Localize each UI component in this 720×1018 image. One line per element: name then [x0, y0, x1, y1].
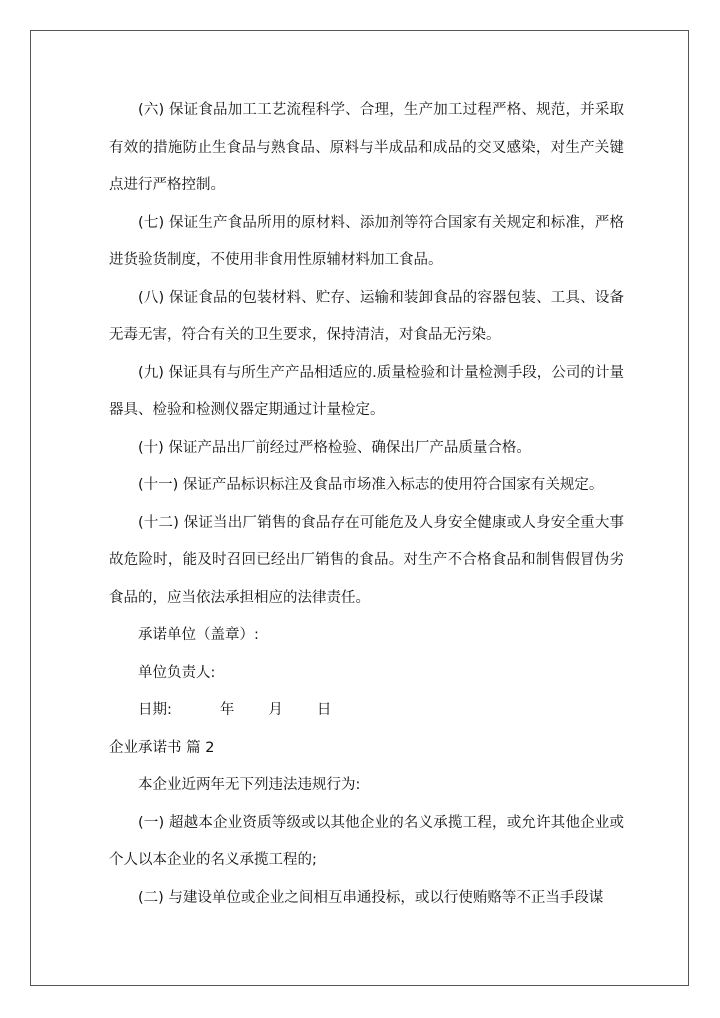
section-item-2: (二) 与建设单位或企业之间相互串通投标，或以行使贿赂等不正当手段谋 [138, 889, 604, 906]
clause-10: (十) 保证产品出厂前经过严格检验、确保出厂产品质量合格。 [138, 439, 531, 456]
clause-7: (七) 保证生产食品所用的原材料、添加剂等符合国家有关规定和标准，严格进货验货制度，不使用非食用性原辅材料加工食品。 [109, 214, 624, 268]
date-day: 日 [316, 702, 332, 718]
clause-12: (十二) 保证当出厂销售的食品存在可能危及人身安全健康或人身安全重大事故危险时，能及时召回已经出厂销售的食品。对生产不合格食品和制售假冒伪劣食品的，应当依法承担相应的法律责任。 [109, 514, 624, 606]
section-title: 企业承诺书 篇 2 [109, 739, 215, 756]
section-item-1: (一) 超越本企业资质等级或以其他企业的名义承揽工程，或允许其他企业或个人以本企业的名义承揽工程的; [109, 814, 624, 868]
signature-unit: 承诺单位（盖章）: [138, 627, 259, 643]
clause-8: (八) 保证食品的包装材料、贮存、运输和装卸食品的容器包装、工具、设备无毒无害，符合有关的卫生要求，保持清洁，对食品无污染。 [109, 289, 624, 343]
date-year: 年 [219, 702, 235, 718]
document-body [109, 92, 624, 917]
signature-date [109, 692, 624, 730]
date-month: 月 [268, 702, 283, 718]
signature-person: 单位负责人: [138, 664, 216, 681]
clause-11: (十一) 保证产品标识标注及食品市场准入标志的使用符合国家有关规定。 [138, 477, 604, 493]
clause-6: (六) 保证食品加工工艺流程科学、合理，生产加工过程严格、规范，并采取有效的措施防止生食品与熟食品、原料与半成品和成品的交叉感染，对生产关键点进行严格控制。 [109, 102, 624, 193]
clause-9: (九) 保证具有与所生产产品相适应的.质量检验和计量检测手段，公司的计量器具、检验和检测仪器定期通过计量检定。 [109, 364, 624, 418]
date-label: 日期: [138, 702, 172, 718]
section-intro: 本企业近两年无下列违法违规行为: [138, 777, 361, 793]
